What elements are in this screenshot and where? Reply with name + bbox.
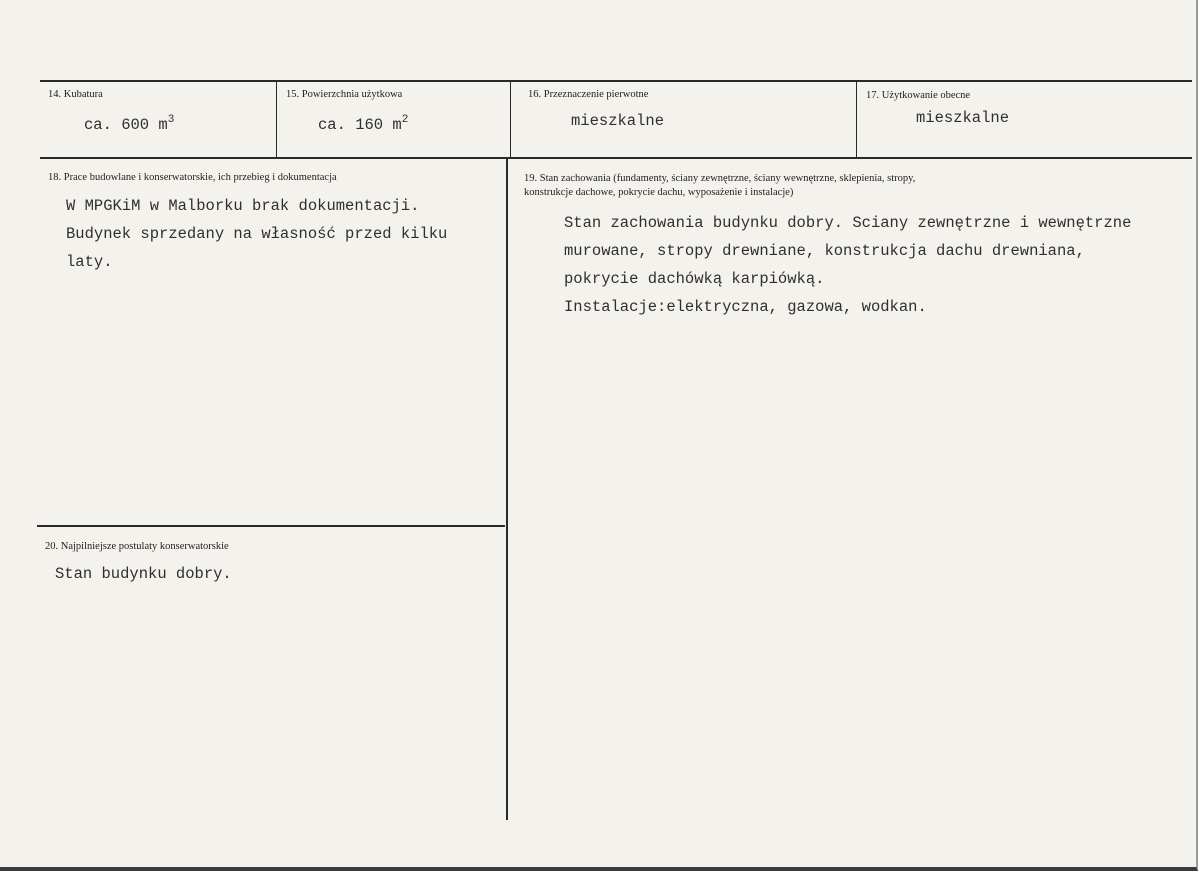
divider-15-16 bbox=[510, 80, 511, 158]
divider-18-20 bbox=[37, 525, 505, 527]
field-15-value-text: ca. 160 m bbox=[318, 116, 402, 134]
field-14-value-text: ca. 600 m bbox=[84, 116, 168, 134]
field-14-value-exponent: 3 bbox=[167, 114, 175, 126]
field-16-label: 16. Przeznaczenie pierwotne bbox=[528, 89, 649, 100]
field-19-text bbox=[564, 209, 1131, 321]
field-15-label: 15. Powierzchnia użytkowa bbox=[286, 89, 403, 100]
field-19-line-3: pokrycie dachówką karpiówką. bbox=[564, 270, 825, 288]
field-14-label: 14. Kubatura bbox=[48, 89, 103, 100]
divider-16-17 bbox=[856, 80, 857, 158]
field-19-label-line-2: konstrukcje dachowe, pokrycie dachu, wyposażenie i instalacje) bbox=[524, 187, 794, 198]
field-15-value-exponent: 2 bbox=[401, 114, 409, 126]
field-18-label: 18. Prace budowlane i konserwatorskie, ich przebieg i dokumentacja bbox=[48, 172, 337, 183]
top-border-line bbox=[40, 80, 1192, 82]
divider-14-15 bbox=[276, 80, 277, 158]
row1-bottom-line bbox=[40, 157, 1192, 159]
divider-main bbox=[506, 158, 508, 820]
field-19-label-line-1: 19. Stan zachowania (fundamenty, ściany zewnętrzne, ściany wewnętrzne, sklepienia, stropy, bbox=[524, 173, 916, 184]
field-17-label: 17. Użytkowanie obecne bbox=[866, 90, 971, 101]
field-18-line-2: Budynek sprzedany na własność przed kilku bbox=[66, 225, 448, 243]
field-14-value bbox=[84, 111, 174, 139]
field-19-line-4: Instalacje:elektryczna, gazowa, wodkan. bbox=[564, 298, 927, 316]
field-20-label: 20. Najpilniejsze postulaty konserwatorskie bbox=[45, 541, 229, 552]
field-15-value bbox=[318, 111, 408, 139]
field-19-line-2: murowane, stropy drewniane, konstrukcja dachu drewniana, bbox=[564, 242, 1085, 260]
field-17-value: mieszkalne bbox=[916, 109, 1010, 127]
field-16-value: mieszkalne bbox=[571, 112, 665, 130]
field-20-value: Stan budynku dobry. bbox=[55, 565, 232, 583]
field-18-line-3: laty. bbox=[66, 253, 113, 271]
field-18-line-1: W MPGKiM w Malborku brak dokumentacji. bbox=[66, 197, 420, 215]
field-19-line-1: Stan zachowania budynku dobry. Sciany zewnętrzne i wewnętrzne bbox=[564, 214, 1132, 232]
field-18-text bbox=[66, 192, 447, 276]
